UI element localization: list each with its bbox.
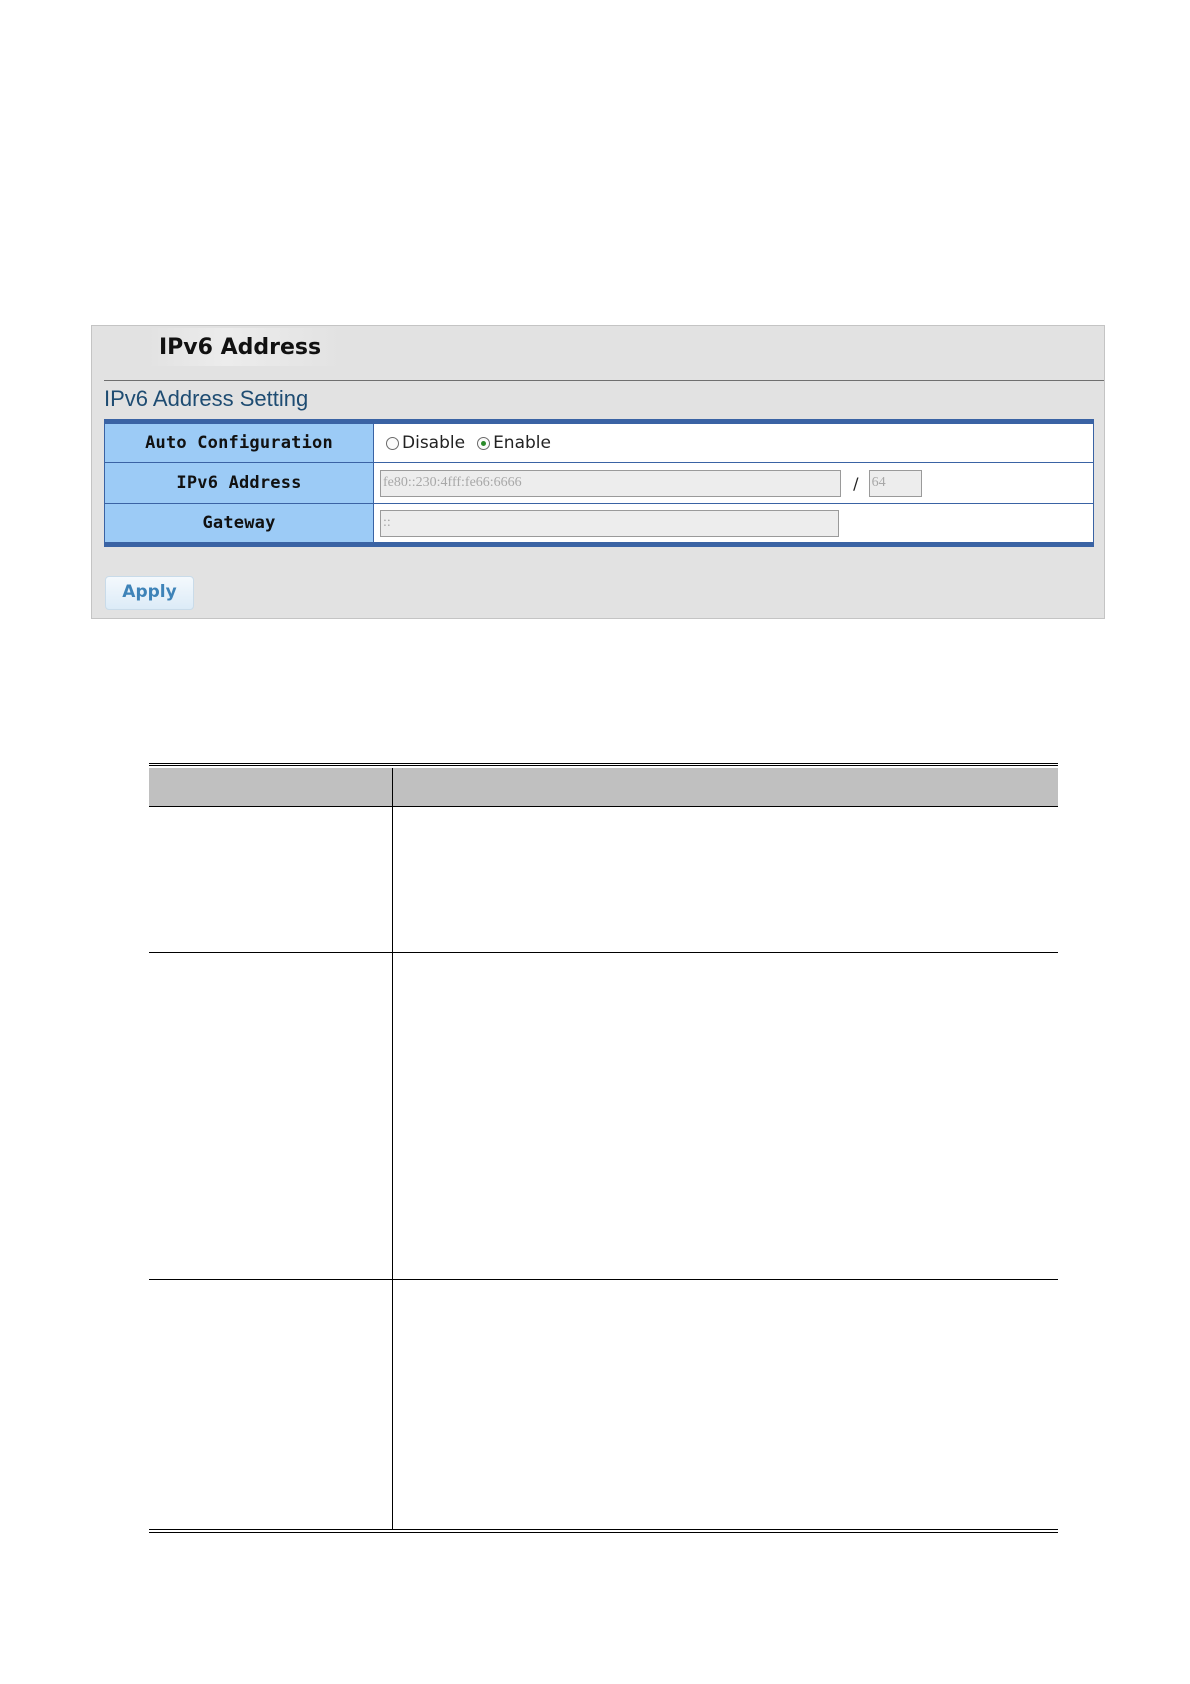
ipv6-address-panel	[91, 325, 1105, 619]
prefix-separator: /	[853, 473, 859, 493]
enable-radio[interactable]	[477, 437, 490, 450]
auto-configuration-value	[374, 422, 1094, 463]
gateway-value	[374, 504, 1094, 545]
description-table-row-divider	[149, 1279, 1058, 1280]
ipv6-settings-table	[104, 419, 1094, 547]
auto-configuration-label: Auto Configuration	[105, 422, 374, 463]
page-title: IPv6 Address	[147, 328, 343, 366]
auto-configuration-row	[105, 422, 1094, 463]
description-table-column-divider	[392, 768, 393, 1529]
ipv6-address-input[interactable]	[380, 470, 841, 497]
auto-configuration-radio-group	[380, 433, 1093, 453]
section-title: IPv6 Address Setting	[104, 386, 309, 411]
ipv6-address-value	[374, 463, 1094, 504]
description-table-header	[149, 768, 1058, 807]
gateway-input[interactable]	[380, 510, 839, 537]
gateway-label: Gateway	[105, 504, 374, 545]
disable-radio[interactable]	[386, 437, 399, 450]
apply-button[interactable]: Apply	[105, 576, 194, 610]
disable-radio-label[interactable]: Disable	[402, 433, 466, 453]
enable-radio-label[interactable]: Enable	[493, 433, 551, 453]
ipv6-address-row	[105, 463, 1094, 504]
gateway-row	[105, 504, 1094, 545]
prefix-length-input[interactable]	[869, 470, 922, 497]
description-table-row-divider	[149, 952, 1058, 953]
description-table	[149, 763, 1058, 1533]
ipv6-address-label: IPv6 Address	[105, 463, 374, 504]
title-divider	[104, 380, 1104, 381]
